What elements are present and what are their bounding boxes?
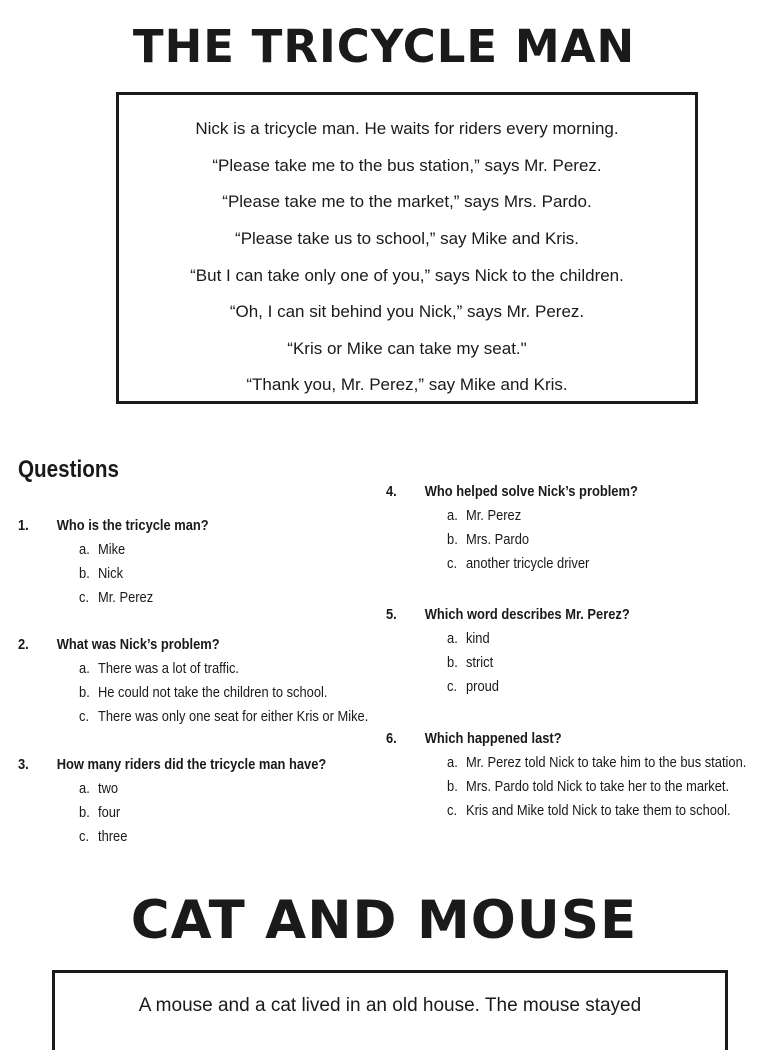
question-text: Who helped solve Nick’s problem? — [424, 483, 638, 500]
question-number: 1. — [18, 517, 29, 534]
answer-option: a. kind — [447, 630, 490, 647]
story-line: “Thank you, Mr. Perez,” say Mike and Kris. — [246, 375, 568, 394]
question-text: Who is the tricycle man? — [56, 517, 209, 534]
question-number: 4. — [386, 483, 397, 500]
story-line: “Please take me to the market,” says Mrs. Pardo. — [222, 192, 592, 211]
question-text: Which word describes Mr. Perez? — [424, 606, 630, 623]
story-line: “Oh, I can sit behind you Nick,” says Mr. Perez. — [229, 302, 585, 321]
questions-heading: Questions — [18, 456, 119, 483]
question-text: Which happened last? — [424, 730, 562, 747]
story-title-tricycle-man: THE TRICYCLE MAN — [132, 20, 636, 73]
answer-option: a. Mr. Perez — [447, 507, 522, 524]
story-box-tricycle-man — [116, 92, 698, 404]
answer-option: b. He could not take the children to school. — [79, 684, 328, 701]
answer-option: b. Mrs. Pardo — [447, 531, 530, 548]
answer-option: b. Mrs. Pardo told Nick to take her to the market. — [447, 778, 730, 795]
story-line: “Please take us to school,” say Mike and Kris. — [235, 229, 579, 248]
answer-option: c. There was only one seat for either Kris or Mike. — [79, 708, 369, 725]
story-line: “Please take me to the bus station,” says Mr. Perez. — [212, 156, 602, 175]
answer-option: a. Mr. Perez told Nick to take him to the bus station. — [447, 754, 747, 771]
story-line: “But I can take only one of you,” says Nick to the children. — [190, 266, 624, 285]
answer-option: b. Nick — [79, 565, 124, 582]
story-box-cat-and-mouse — [52, 970, 728, 1050]
answer-option: c. three — [79, 828, 128, 845]
answer-option: a. two — [79, 780, 119, 797]
answer-option: a. There was a lot of traffic. — [79, 660, 239, 677]
story-title-cat-and-mouse: CAT AND MOUSE — [130, 890, 638, 951]
answer-option: b. four — [79, 804, 121, 821]
story-line: Nick is a tricycle man. He waits for riders every morning. — [195, 119, 619, 138]
answer-option: b. strict — [447, 654, 494, 671]
answer-option: c. Kris and Mike told Nick to take them to school. — [447, 802, 731, 819]
question-number: 3. — [18, 756, 29, 773]
question-number: 6. — [386, 730, 397, 747]
answer-option: c. proud — [447, 678, 499, 695]
answer-option: a. Mike — [79, 541, 126, 558]
question-number: 5. — [386, 606, 397, 623]
question-text: How many riders did the tricycle man have? — [56, 756, 327, 773]
story-line: “Kris or Mike can take my seat." — [287, 339, 527, 358]
question-number: 2. — [18, 636, 29, 653]
answer-option: c. another tricycle driver — [447, 555, 590, 572]
story-line: A mouse and a cat lived in an old house. The mouse stayed — [138, 995, 642, 1016]
question-text: What was Nick’s problem? — [56, 636, 220, 653]
answer-option: c. Mr. Perez — [79, 589, 154, 606]
